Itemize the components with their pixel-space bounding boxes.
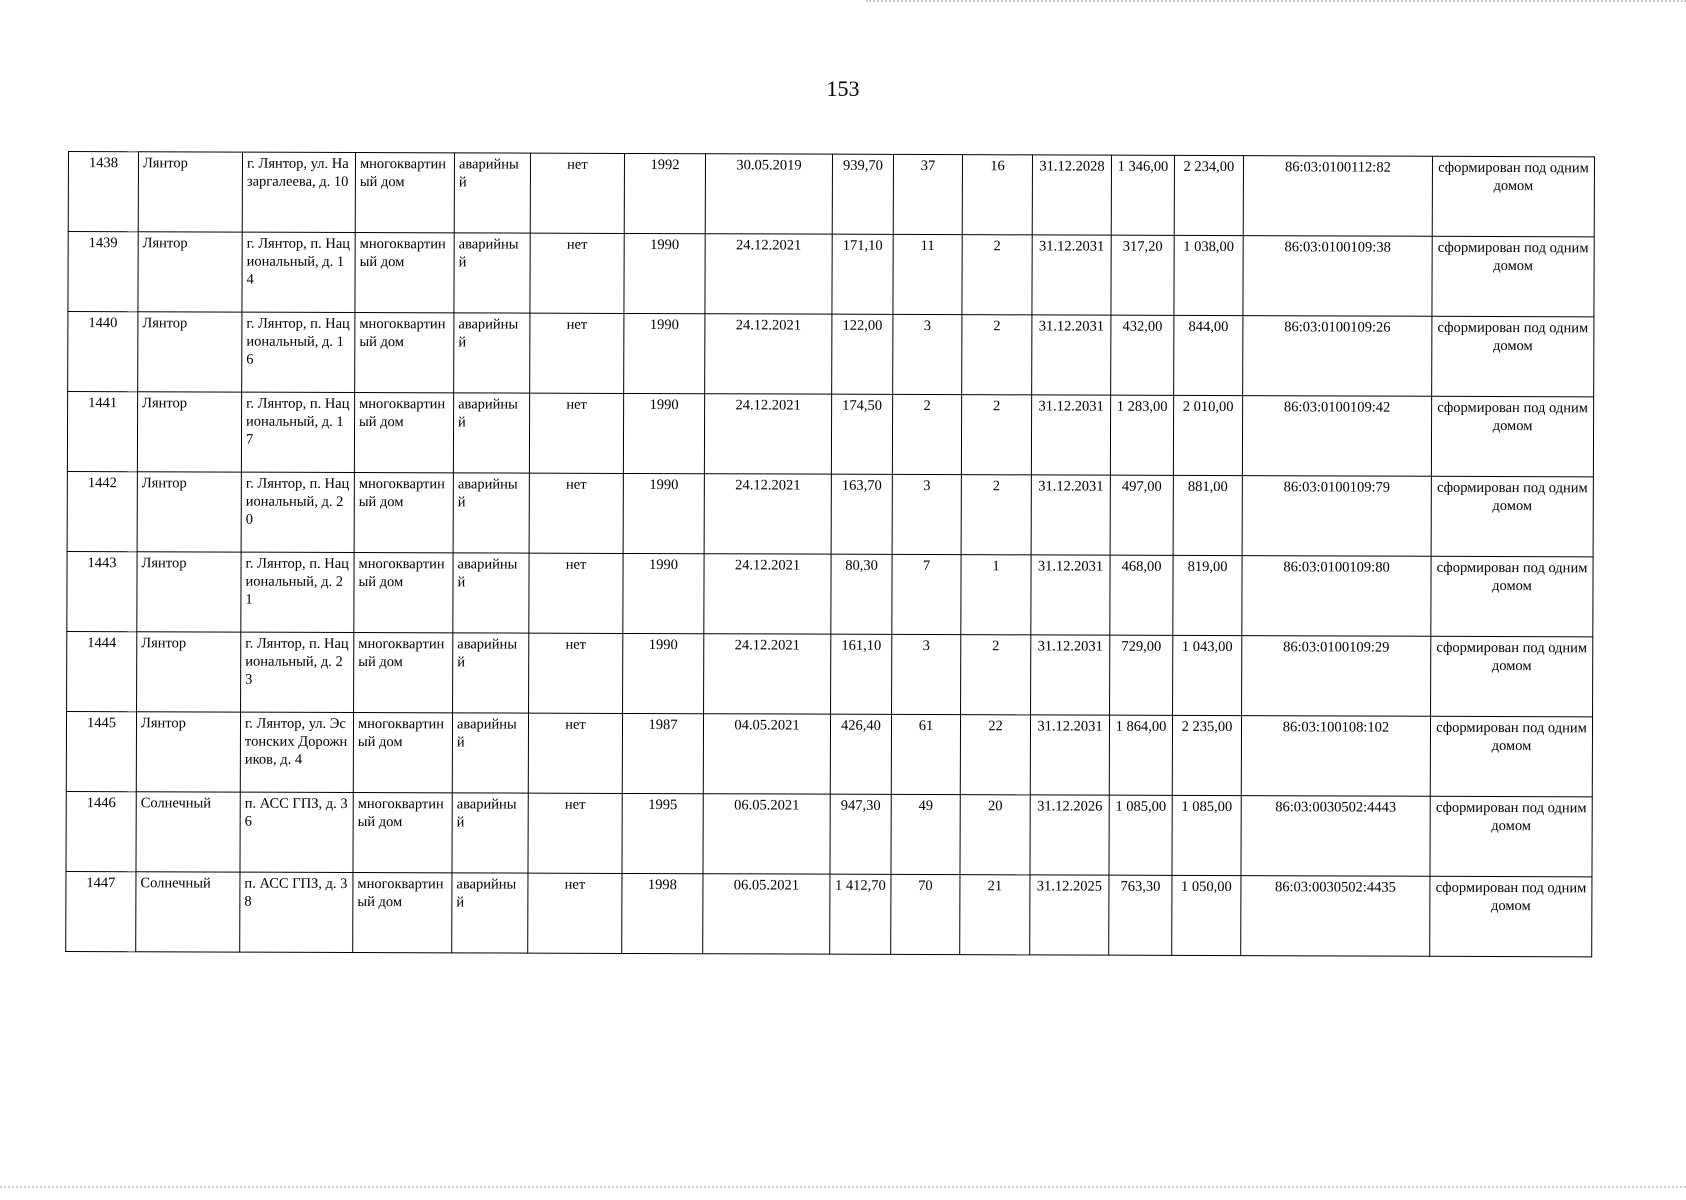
cell-value-2: 2 234,00 bbox=[1174, 155, 1243, 235]
cell-area: 947,30 bbox=[830, 794, 891, 874]
cell-note: сформирован под одним домом bbox=[1432, 236, 1594, 317]
table-row bbox=[67, 631, 1593, 716]
cell-value-2: 844,00 bbox=[1174, 315, 1243, 395]
cell-residents: 11 bbox=[893, 234, 962, 314]
cell-status: аварийный bbox=[454, 233, 530, 313]
cell-status: аварийный bbox=[454, 313, 530, 393]
cell-flag: нет bbox=[528, 873, 622, 953]
cell-value-2: 1 085,00 bbox=[1172, 795, 1241, 875]
cell-value-1: 1 346,00 bbox=[1111, 155, 1174, 235]
cell-note: сформирован под одним домом bbox=[1431, 636, 1593, 717]
cell-year: 1990 bbox=[623, 393, 704, 473]
cell-area: 939,70 bbox=[832, 154, 893, 234]
cell-number: 1443 bbox=[67, 551, 137, 631]
cell-deadline: 31.12.2031 bbox=[1030, 715, 1109, 795]
cell-settlement: Лянтор bbox=[137, 472, 241, 552]
cell-units: 2 bbox=[961, 635, 1031, 715]
cell-date: 24.12.2021 bbox=[705, 234, 832, 314]
cell-area: 161,10 bbox=[831, 634, 892, 714]
table-row bbox=[66, 871, 1592, 956]
cell-deadline: 31.12.2031 bbox=[1031, 555, 1110, 635]
cell-flag: нет bbox=[529, 633, 623, 713]
cell-address: п. АСС ГПЗ, д. 38 bbox=[240, 872, 353, 952]
cell-value-2: 2 235,00 bbox=[1172, 715, 1241, 795]
cell-building-type: многоквартиный дом bbox=[355, 233, 454, 313]
cell-value-1: 317,20 bbox=[1111, 235, 1174, 315]
cell-residents: 37 bbox=[893, 154, 962, 234]
cell-flag: нет bbox=[530, 233, 624, 313]
table-row bbox=[66, 791, 1592, 876]
cell-residents: 3 bbox=[892, 474, 961, 554]
cell-status: аварийный bbox=[453, 393, 529, 473]
cell-year: 1990 bbox=[623, 553, 704, 633]
cell-deadline: 31.12.2025 bbox=[1030, 875, 1109, 955]
cell-address: п. АСС ГПЗ, д. 36 bbox=[240, 792, 353, 872]
cell-value-1: 763,30 bbox=[1109, 875, 1172, 955]
cell-cadastral-number: 86:03:0100112:82 bbox=[1243, 156, 1432, 237]
register-body bbox=[66, 152, 1595, 957]
table-row bbox=[67, 392, 1593, 477]
cell-status: аварийный bbox=[454, 153, 530, 233]
cell-units: 2 bbox=[961, 475, 1031, 555]
cell-area: 1 412,70 bbox=[830, 874, 891, 954]
cell-area: 80,30 bbox=[831, 554, 892, 634]
cell-deadline: 31.12.2031 bbox=[1032, 315, 1111, 395]
cell-cadastral-number: 86:03:100108:102 bbox=[1241, 716, 1430, 797]
cell-value-2: 1 043,00 bbox=[1173, 635, 1242, 715]
cell-status: аварийный bbox=[452, 713, 528, 793]
cell-cadastral-number: 86:03:0030502:4443 bbox=[1241, 796, 1430, 877]
cell-units: 22 bbox=[960, 715, 1030, 795]
page-number: 153 bbox=[826, 76, 860, 101]
cell-flag: нет bbox=[529, 553, 623, 633]
cell-value-1: 432,00 bbox=[1111, 315, 1174, 395]
cell-deadline: 31.12.2028 bbox=[1032, 155, 1111, 235]
cell-number: 1440 bbox=[68, 312, 138, 392]
cell-area: 426,40 bbox=[830, 714, 891, 794]
cell-year: 1998 bbox=[622, 873, 703, 953]
cell-address: г. Лянтор, ул. Назаргалеева, д. 10 bbox=[242, 152, 355, 232]
housing-register-table bbox=[65, 151, 1595, 957]
cell-building-type: многоквартиный дом bbox=[355, 313, 454, 393]
cell-settlement: Лянтор bbox=[138, 232, 242, 312]
scan-edge-bottom bbox=[0, 1186, 1686, 1190]
cell-units: 1 bbox=[961, 555, 1031, 635]
cell-flag: нет bbox=[528, 713, 622, 793]
cell-area: 171,10 bbox=[832, 234, 893, 314]
cell-note: сформирован под одним домом bbox=[1432, 156, 1594, 237]
cell-cadastral-number: 86:03:0030502:4435 bbox=[1241, 876, 1430, 957]
cell-building-type: многоквартиный дом bbox=[354, 553, 453, 633]
cell-number: 1446 bbox=[66, 791, 136, 871]
cell-deadline: 31.12.2031 bbox=[1031, 635, 1110, 715]
cell-address: г. Лянтор, п. Национальный, д. 16 bbox=[242, 312, 355, 392]
cell-date: 24.12.2021 bbox=[705, 314, 832, 394]
cell-value-1: 497,00 bbox=[1110, 475, 1173, 555]
cell-number: 1447 bbox=[66, 871, 136, 951]
cell-value-1: 1 864,00 bbox=[1109, 715, 1172, 795]
cell-year: 1995 bbox=[622, 793, 703, 873]
cell-settlement: Лянтор bbox=[137, 392, 241, 472]
cell-note: сформирован под одним домом bbox=[1431, 476, 1593, 557]
cell-building-type: многоквартиный дом bbox=[355, 153, 454, 233]
cell-units: 2 bbox=[961, 395, 1031, 475]
cell-year: 1990 bbox=[624, 233, 705, 313]
cell-note: сформирован под одним домом bbox=[1430, 716, 1592, 797]
cell-year: 1992 bbox=[624, 153, 705, 233]
cell-settlement: Солнечный bbox=[136, 792, 240, 872]
cell-note: сформирован под одним домом bbox=[1431, 396, 1593, 477]
cell-status: аварийный bbox=[452, 793, 528, 873]
cell-settlement: Лянтор bbox=[138, 152, 242, 232]
cell-date: 06.05.2021 bbox=[703, 794, 830, 874]
cell-status: аварийный bbox=[453, 633, 529, 713]
cell-status: аварийный bbox=[453, 473, 529, 553]
cell-settlement: Лянтор bbox=[138, 312, 242, 392]
cell-year: 1987 bbox=[622, 713, 703, 793]
cell-settlement: Солнечный bbox=[136, 872, 240, 952]
cell-value-2: 1 050,00 bbox=[1172, 875, 1241, 955]
table-row bbox=[67, 471, 1593, 556]
cell-address: г. Лянтор, п. Национальный, д. 21 bbox=[241, 552, 354, 632]
cell-flag: нет bbox=[530, 313, 624, 393]
table-row bbox=[66, 711, 1592, 796]
cell-value-1: 1 085,00 bbox=[1109, 795, 1172, 875]
cell-value-1: 1 283,00 bbox=[1110, 395, 1173, 475]
cell-cadastral-number: 86:03:0100109:42 bbox=[1242, 396, 1431, 477]
cell-building-type: многоквартиный дом bbox=[354, 473, 453, 553]
cell-cadastral-number: 86:03:0100109:26 bbox=[1243, 316, 1432, 397]
table-row bbox=[68, 152, 1594, 237]
cell-deadline: 31.12.2031 bbox=[1031, 475, 1110, 555]
cell-number: 1442 bbox=[67, 471, 137, 551]
cell-area: 174,50 bbox=[831, 394, 892, 474]
table-row bbox=[67, 551, 1593, 636]
cell-units: 20 bbox=[960, 795, 1030, 875]
cell-building-type: многоквартиный дом bbox=[353, 713, 452, 793]
cell-number: 1438 bbox=[68, 152, 138, 232]
cell-status: аварийный bbox=[453, 553, 529, 633]
cell-flag: нет bbox=[529, 473, 623, 553]
cell-area: 163,70 bbox=[831, 474, 892, 554]
cell-number: 1445 bbox=[66, 711, 136, 791]
cell-value-2: 1 038,00 bbox=[1174, 235, 1243, 315]
cell-address: г. Лянтор, п. Национальный, д. 17 bbox=[241, 392, 354, 472]
cell-note: сформирован под одним домом bbox=[1430, 876, 1592, 957]
cell-units: 2 bbox=[962, 235, 1032, 315]
cell-building-type: многоквартиный дом bbox=[354, 633, 453, 713]
cell-value-1: 468,00 bbox=[1110, 555, 1173, 635]
cell-cadastral-number: 86:03:0100109:80 bbox=[1242, 556, 1431, 637]
cell-area: 122,00 bbox=[832, 314, 893, 394]
cell-address: г. Лянтор, п. Национальный, д. 20 bbox=[241, 472, 354, 552]
cell-settlement: Лянтор bbox=[136, 712, 240, 792]
cell-deadline: 31.12.2026 bbox=[1030, 795, 1109, 875]
cell-building-type: многоквартиный дом bbox=[354, 393, 453, 473]
cell-value-2: 881,00 bbox=[1173, 475, 1242, 555]
table-row bbox=[68, 232, 1594, 317]
cell-residents: 61 bbox=[891, 714, 960, 794]
cell-number: 1444 bbox=[67, 631, 137, 711]
cell-units: 16 bbox=[962, 155, 1032, 235]
cell-flag: нет bbox=[530, 153, 624, 233]
cell-flag: нет bbox=[528, 793, 622, 873]
cell-units: 21 bbox=[960, 875, 1030, 955]
cell-note: сформирован под одним домом bbox=[1432, 316, 1594, 397]
cell-cadastral-number: 86:03:0100109:29 bbox=[1242, 636, 1431, 717]
cell-note: сформирован под одним домом bbox=[1431, 556, 1593, 637]
cell-residents: 3 bbox=[893, 314, 962, 394]
cell-date: 06.05.2021 bbox=[703, 874, 830, 954]
cell-value-1: 729,00 bbox=[1110, 635, 1173, 715]
cell-year: 1990 bbox=[624, 313, 705, 393]
cell-deadline: 31.12.2031 bbox=[1032, 235, 1111, 315]
cell-value-2: 2 010,00 bbox=[1173, 395, 1242, 475]
cell-building-type: многоквартиный дом bbox=[353, 792, 452, 872]
cell-year: 1990 bbox=[623, 633, 704, 713]
cell-residents: 70 bbox=[891, 874, 960, 954]
cell-address: г. Лянтор, п. Национальный, д. 14 bbox=[242, 232, 355, 312]
cell-note: сформирован под одним домом bbox=[1430, 796, 1592, 877]
cell-cadastral-number: 86:03:0100109:38 bbox=[1243, 236, 1432, 317]
cell-residents: 49 bbox=[891, 794, 960, 874]
cell-number: 1439 bbox=[68, 232, 138, 312]
cell-date: 24.12.2021 bbox=[704, 634, 831, 714]
scan-edge-top bbox=[866, 0, 1686, 5]
cell-number: 1441 bbox=[67, 392, 137, 472]
cell-settlement: Лянтор bbox=[137, 552, 241, 632]
cell-date: 04.05.2021 bbox=[703, 714, 830, 794]
cell-cadastral-number: 86:03:0100109:79 bbox=[1242, 476, 1431, 557]
cell-date: 24.12.2021 bbox=[704, 554, 831, 634]
table-row bbox=[68, 312, 1594, 397]
cell-address: г. Лянтор, п. Национальный, д. 23 bbox=[241, 632, 354, 712]
cell-address: г. Лянтор, ул. Эстонских Дорожников, д. 4 bbox=[240, 712, 353, 792]
cell-building-type: многоквартиный дом bbox=[353, 872, 452, 952]
cell-units: 2 bbox=[962, 315, 1032, 395]
cell-status: аварийный bbox=[452, 873, 528, 953]
cell-date: 30.05.2019 bbox=[705, 154, 832, 234]
cell-residents: 2 bbox=[892, 394, 961, 474]
cell-date: 24.12.2021 bbox=[704, 474, 831, 554]
cell-deadline: 31.12.2031 bbox=[1031, 395, 1110, 475]
cell-flag: нет bbox=[529, 393, 623, 473]
cell-residents: 3 bbox=[892, 634, 961, 714]
cell-value-2: 819,00 bbox=[1173, 555, 1242, 635]
cell-settlement: Лянтор bbox=[137, 632, 241, 712]
cell-residents: 7 bbox=[892, 554, 961, 634]
cell-date: 24.12.2021 bbox=[704, 394, 831, 474]
cell-year: 1990 bbox=[623, 473, 704, 553]
